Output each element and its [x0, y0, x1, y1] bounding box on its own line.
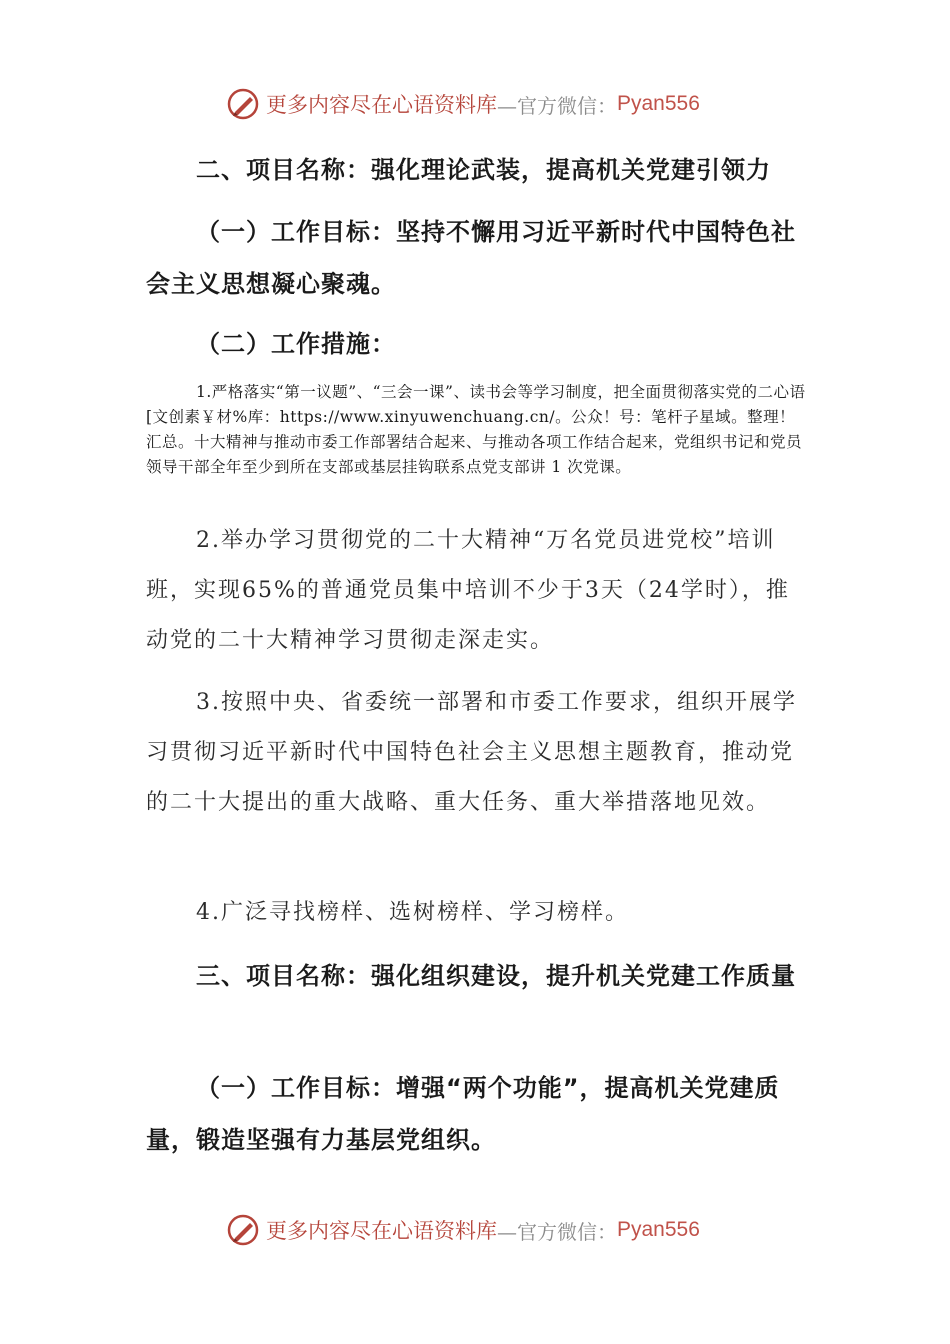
pen-logo-icon — [226, 1213, 260, 1247]
section-heading-3: 三、项目名称：强化组织建设，提升机关党建工作质量 — [196, 962, 796, 990]
work-measures-heading: （二）工作措施： — [196, 330, 396, 358]
measure-item-1: 1.严格落实“第一议题”、“三会一课”、读书会等学习制度，把全面贯彻落实党的二心语[文创素￥材%库：https://www.xinyuwenchuang.cn/。公众！号：笔杆子星域。整理！汇总。十大精神与推动市委工作部署结合起来、与推动各项工作结合起来，党组织书记和党员领导干部全年至少到所在支部或基层挂钩联系点党支部讲 1 次党课。 — [146, 383, 806, 476]
section-heading-2: 二、项目名称：强化理论武装，提高机关党建引领力 — [196, 156, 771, 184]
watermark-main-text: 更多内容尽在心语资料库 — [266, 1219, 497, 1243]
measure-item-4: 4.广泛寻找榜样、选树榜样、学习榜样。 — [196, 900, 629, 925]
measure-item-2: 2.举办学习贯彻党的二十大精神“万名党员进党校”培训班，实现65%的普通党员集中培训不少于3天（24学时），推动党的二十大精神学习贯彻走深走实。 — [146, 528, 790, 653]
watermark-footer — [226, 1210, 700, 1250]
watermark-sub-text: —官方微信： — [497, 1219, 617, 1244]
watermark-header — [226, 84, 700, 124]
pen-logo-icon — [226, 87, 260, 121]
watermark-wechat-id: Pyan556 — [617, 92, 700, 115]
measure-item-3: 3.按照中央、省委统一部署和市委工作要求，组织开展学习贯彻习近平新时代中国特色社会主义思想主题教育，推动党的二十大提出的重大战略、重大任务、重大举措落地见效。 — [146, 690, 797, 815]
watermark-wechat-id: Pyan556 — [617, 1218, 700, 1241]
watermark-sub-text: —官方微信： — [497, 93, 617, 118]
work-goal-1: （一）工作目标：坚持不懈用习近平新时代中国特色社会主义思想凝心聚魂。 — [146, 218, 796, 298]
watermark-main-text: 更多内容尽在心语资料库 — [266, 93, 497, 117]
work-goal-2: （一）工作目标：增强“两个功能”，提高机关党建质量，锻造坚强有力基层党组织。 — [146, 1074, 780, 1154]
